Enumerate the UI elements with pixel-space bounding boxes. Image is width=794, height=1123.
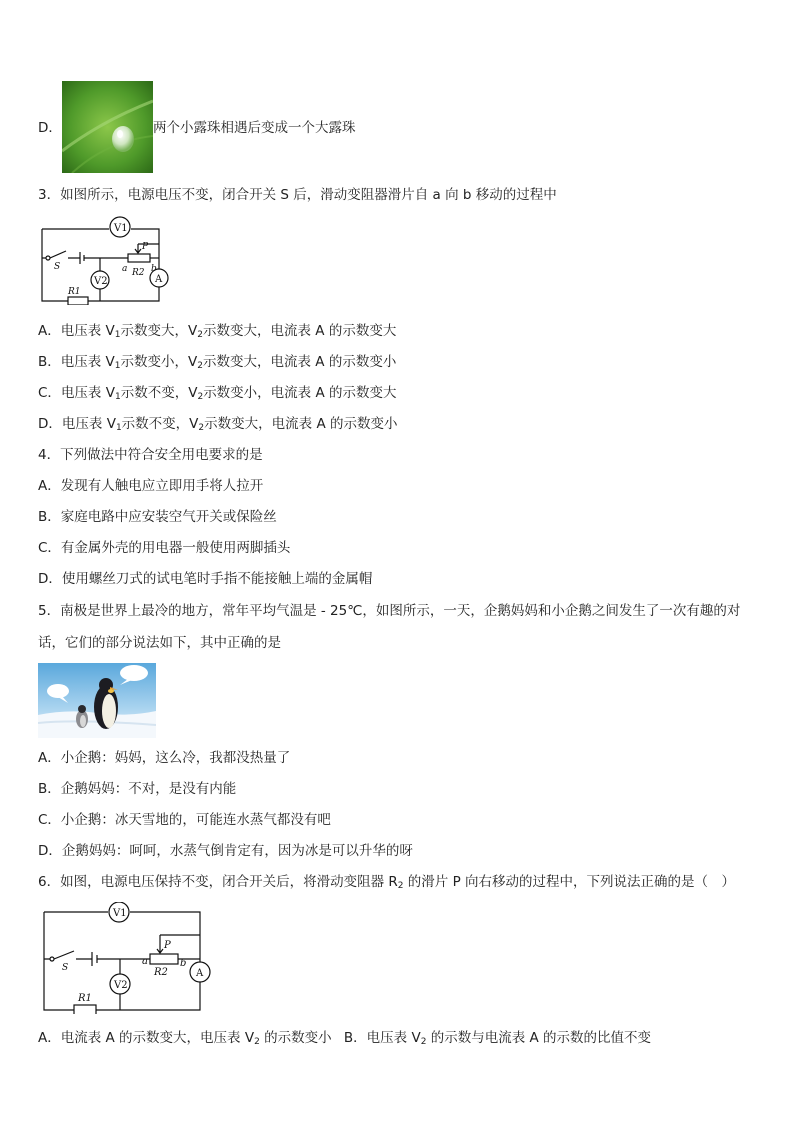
q4-option-d: D．使用螺丝刀式的试电笔时手指不能接触上端的金属帽	[38, 571, 373, 587]
q3-r1-label: R1	[68, 287, 81, 297]
q4-option-a: A．发现有人触电应立即用手将人拉开	[38, 478, 264, 494]
q6-p-label: P	[164, 940, 171, 951]
q6-circuit-diagram	[40, 902, 212, 1014]
q4-option-c: C．有金属外壳的用电器一般使用两脚插头	[38, 540, 291, 556]
q5-option-d: D．企鹅妈妈：呵呵，水蒸气倒肯定有，因为冰是可以升华的呀	[38, 843, 413, 859]
q6-option-a: A．电流表 A 的示数变大，电压表 $V_2$ 的示数变小	[38, 1030, 332, 1047]
q3-b-label: b	[151, 264, 157, 274]
option-letter: D．	[38, 120, 62, 136]
q3-option-a: A．电压表 $V_1$示数变大，$V_2$示数变大，电流表 A 的示数变大	[38, 323, 397, 340]
q3-r2-label: R2	[132, 268, 145, 278]
q6-options-row	[38, 1029, 651, 1051]
q6-ammeter-label: A	[196, 968, 204, 979]
q6-option-b: B．电压表 $V_2$ 的示数与电流表 A 的示数的比值不变	[343, 1030, 652, 1047]
q3-p-label: P	[142, 242, 149, 252]
q5-option-c: C．小企鹅：冰天雪地的，可能连水蒸气都没有吧	[38, 812, 331, 828]
q4-option-b: B．家庭电路中应安装空气开关或保险丝	[38, 509, 277, 525]
leaf-dewdrop-photo	[62, 81, 153, 173]
q6-stem: 6．如图，电源电压保持不变，闭合开关后，将滑动变阻器 $R_2$ 的滑片 P 向右移动的过程中，下列说法正确的是（ ）	[38, 874, 736, 891]
penguins-photo	[38, 663, 156, 738]
q3-v1-label: V1	[114, 223, 128, 234]
q3-v2-label: V2	[94, 276, 108, 287]
q5-stem-line1: 5．南极是世界上最冷的地方，常年平均气温是 - 25℃，如图所示，一天，企鹅妈妈和小企鹅之间发生了一次有趣的对	[38, 603, 741, 619]
q2-option-d	[38, 119, 62, 137]
q6-switch-label: S	[62, 963, 69, 973]
q5-stem-line2: 话，它们的部分说法如下，其中正确的是	[38, 635, 281, 651]
q4-stem: 4．下列做法中符合安全用电要求的是	[38, 447, 263, 463]
q3-ammeter-label: A	[155, 274, 163, 285]
q6-v2-label: V2	[114, 980, 128, 991]
q3-circuit-diagram	[38, 213, 178, 305]
q3-option-b: B．电压表 $V_1$示数变小，$V_2$示数变大，电流表 A 的示数变小	[38, 354, 397, 371]
q6-b-label: b	[180, 958, 187, 969]
q6-r2-label: R2	[154, 967, 168, 978]
q3-a-label: a	[122, 264, 128, 274]
q2-option-d-text: 两个小露珠相遇后变成一个大露珠	[153, 120, 356, 136]
q6-v1-label: V1	[113, 908, 127, 919]
q6-r1-label: R1	[78, 993, 92, 1004]
q3-option-d: D．电压表 $V_1$示数不变，$V_2$示数变大，电流表 A 的示数变小	[38, 416, 398, 433]
q3-switch-label: S	[54, 262, 61, 272]
q5-option-a: A．小企鹅：妈妈，这么冷，我都没热量了	[38, 750, 291, 766]
q6-a-label: a	[142, 956, 148, 967]
q5-option-b: B．企鹅妈妈：不对，是没有内能	[38, 781, 237, 797]
q3-option-c: C．电压表 $V_1$示数不变，$V_2$示数变小，电流表 A 的示数变大	[38, 385, 397, 402]
q3-stem: 3．如图所示，电源电压不变，闭合开关 S 后，滑动变阻器滑片自 a 向 b 移动的过程中	[38, 187, 557, 203]
